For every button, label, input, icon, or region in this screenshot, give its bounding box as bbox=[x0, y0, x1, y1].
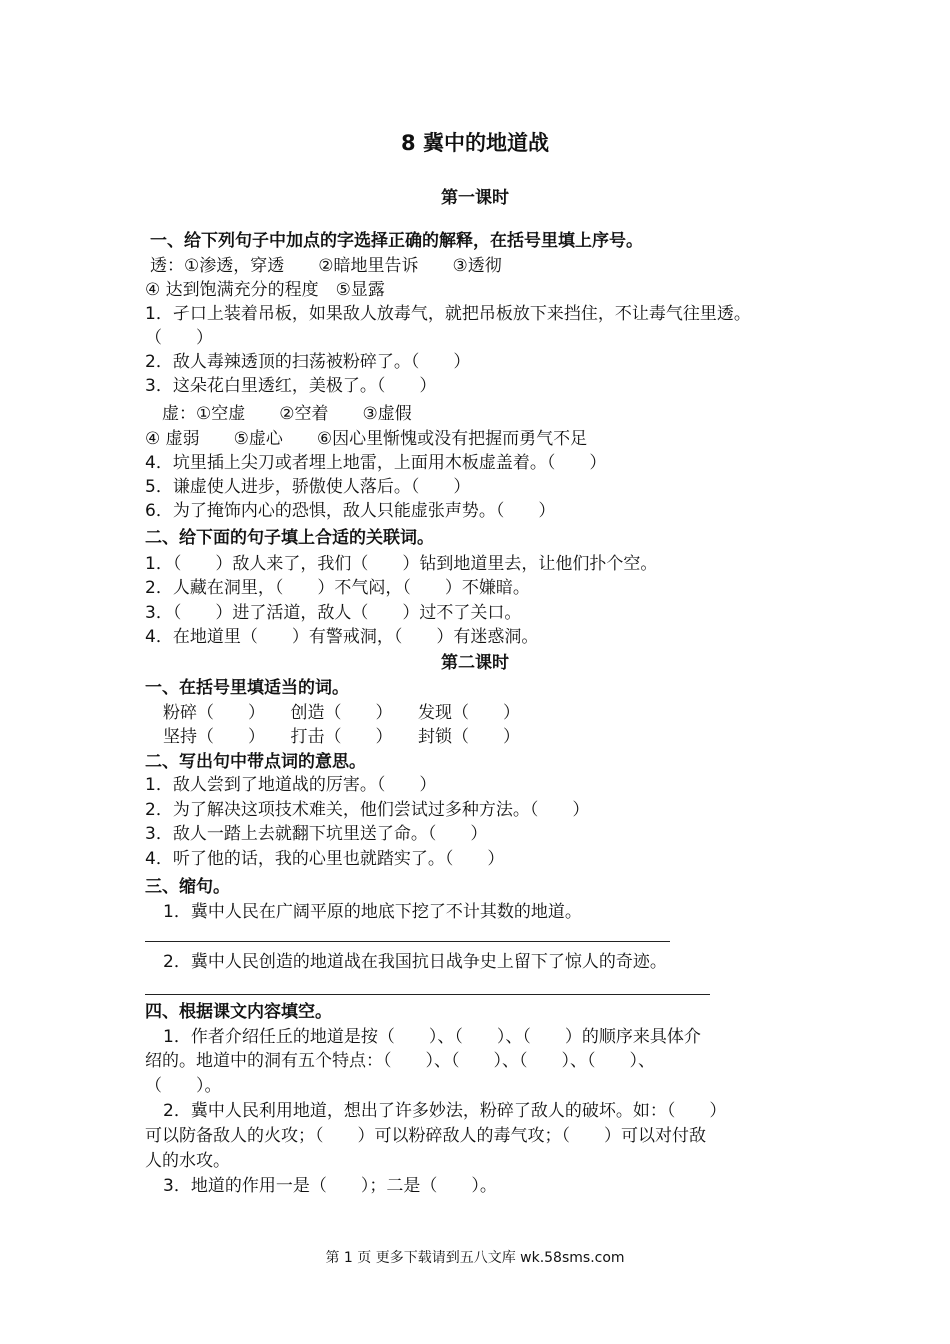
question: 3．这朵花白里透红，美极了。（ ） bbox=[145, 376, 437, 396]
paragraph-line: 绍的。地道中的洞有五个特点：（ ）、（ ）、（ ）、（ ）、 bbox=[145, 1051, 655, 1071]
paragraph-line: 2．冀中人民利用地道，想出了许多妙法，粉碎了敌人的破坏。如：（ ） bbox=[163, 1101, 727, 1121]
question: 1．冀中人民在广阔平原的地底下挖了不计其数的地道。 bbox=[163, 902, 582, 922]
answer-line[interactable] bbox=[145, 941, 670, 942]
paragraph-line: 人的水攻。 bbox=[145, 1151, 230, 1171]
definition-options: ④ 达到饱满充分的程度 ⑤显露 bbox=[145, 280, 385, 300]
question: 3．（ ）进了活道，敌人（ ）过不了关口。 bbox=[145, 603, 522, 623]
section-heading: 三、缩句。 bbox=[145, 877, 230, 897]
lesson-two-heading: 第二课时 bbox=[441, 653, 509, 673]
page-footer: 第 1 页 更多下载请到五八文库 wk.58sms.com bbox=[325, 1250, 625, 1266]
question: 5．谦虚使人进步，骄傲使人落后。（ ） bbox=[145, 477, 471, 497]
question: 2．敌人毒辣透顶的扫荡被粉碎了。（ ） bbox=[145, 352, 471, 372]
question: 1．敌人尝到了地道战的厉害。（ ） bbox=[145, 775, 437, 795]
definition-options: 透：①渗透，穿透 ②暗地里告诉 ③透彻 bbox=[150, 256, 502, 276]
page-title: 8 冀中的地道战 bbox=[401, 131, 549, 155]
question: 4．坑里插上尖刀或者埋上地雷，上面用木板虚盖着。（ ） bbox=[145, 453, 607, 473]
question: 1．（ ）敌人来了，我们（ ）钻到地道里去，让他们扑个空。 bbox=[145, 554, 658, 574]
question: 6．为了掩饰内心的恐惧，敌人只能虚张声势。（ ） bbox=[145, 501, 556, 521]
lesson-one-heading: 第一课时 bbox=[441, 188, 509, 208]
question: 3．敌人一踏上去就翻下坑里送了命。（ ） bbox=[145, 824, 488, 844]
answer-blank: （ ） bbox=[145, 328, 213, 348]
definition-options: ④ 虚弱 ⑤虚心 ⑥因心里惭愧或没有把握而勇气不足 bbox=[145, 429, 588, 449]
question: 2．为了解决这项技术难关，他们尝试过多种方法。（ ） bbox=[145, 800, 590, 820]
section-heading: 一、在括号里填适当的词。 bbox=[145, 678, 349, 698]
section-heading: 一、给下列句子中加点的字选择正确的解释，在括号里填上序号。 bbox=[150, 231, 643, 251]
paragraph-line: 可以防备敌人的火攻；（ ）可以粉碎敌人的毒气攻；（ ）可以对付敌 bbox=[145, 1126, 706, 1146]
word-fill-row: 粉碎（ ） 创造（ ） 发现（ ） bbox=[163, 703, 520, 723]
question: 1．孑口上装着吊板，如果敌人放毒气，就把吊板放下来挡住，不让毒气往里透。 bbox=[145, 304, 751, 324]
paragraph-line: （ ）。 bbox=[145, 1076, 222, 1096]
definition-options: 虚：①空虚 ②空着 ③虚假 bbox=[162, 404, 412, 424]
section-heading: 二、给下面的句子填上合适的关联词。 bbox=[145, 528, 434, 548]
question: 4．听了他的话，我的心里也就踏实了。（ ） bbox=[145, 849, 505, 869]
paragraph-line: 1．作者介绍任丘的地道是按（ ）、（ ）、（ ）的顺序来具体介 bbox=[163, 1027, 701, 1047]
question: 2．冀中人民创造的地道战在我国抗日战争史上留下了惊人的奇迹。 bbox=[163, 952, 667, 972]
word-fill-row: 坚持（ ） 打击（ ） 封锁（ ） bbox=[163, 727, 520, 747]
answer-line[interactable] bbox=[145, 994, 710, 995]
section-heading: 四、根据课文内容填空。 bbox=[145, 1002, 332, 1022]
paragraph-line: 3．地道的作用一是（ ）；二是（ ）。 bbox=[163, 1176, 497, 1196]
question: 2．人藏在洞里，（ ）不气闷，（ ）不嫌暗。 bbox=[145, 578, 530, 598]
question: 4．在地道里（ ）有警戒洞，（ ）有迷惑洞。 bbox=[145, 627, 539, 647]
section-heading: 二、写出句中带点词的意思。 bbox=[145, 752, 366, 772]
